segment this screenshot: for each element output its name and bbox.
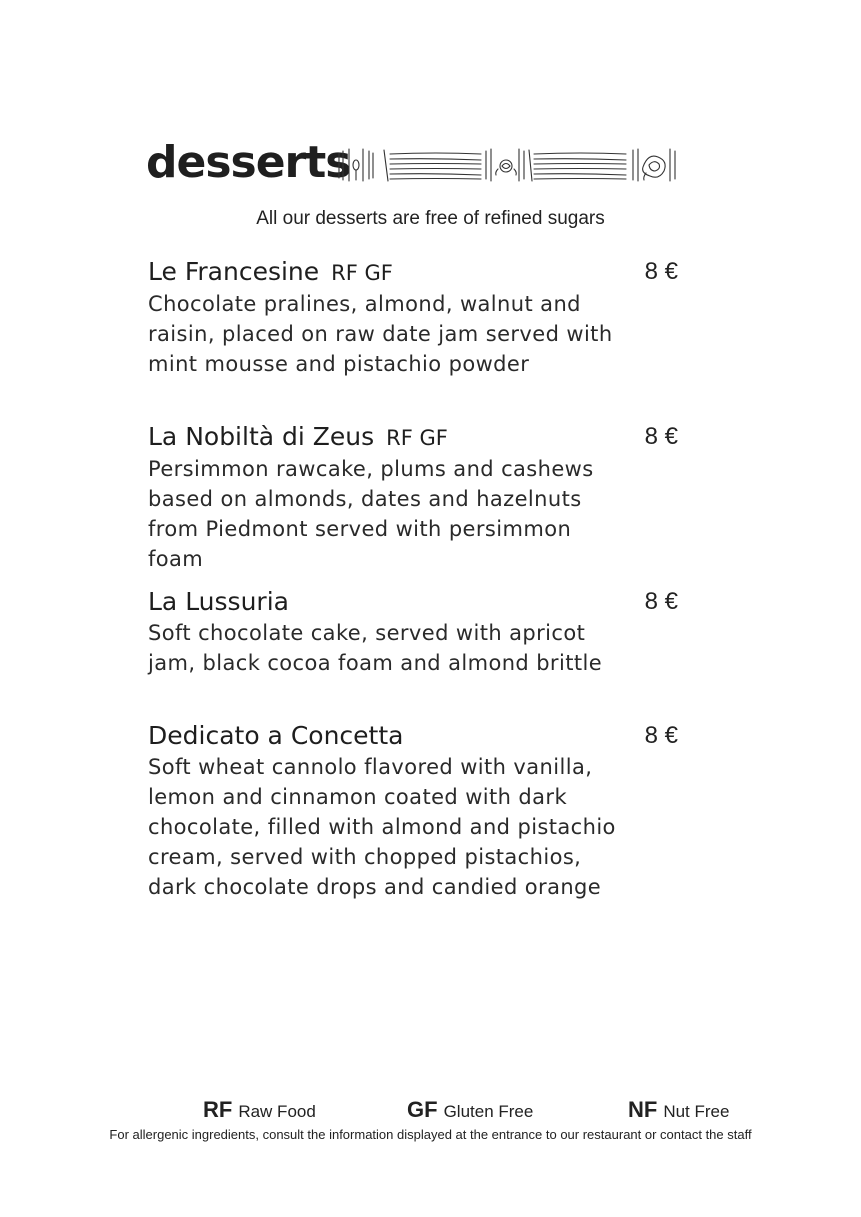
legend-gluten-free bbox=[407, 1097, 533, 1123]
legend-label: Gluten Free bbox=[443, 1102, 534, 1121]
item-title bbox=[148, 256, 678, 289]
allergen-footnote: For allergenic ingredients, consult the information displayed at the entrance to our restaurant or contact the staff bbox=[109, 1127, 752, 1142]
item-tags: RF GF bbox=[386, 426, 448, 450]
legend-nut-free bbox=[628, 1097, 729, 1123]
item-description: Chocolate pralines, almond, walnut and raisin, placed on raw date jam served with mint mousse and pistachio powder bbox=[148, 292, 613, 376]
legend-code: GF bbox=[407, 1097, 438, 1122]
item-title bbox=[148, 720, 678, 752]
item-title bbox=[148, 586, 678, 618]
item-description: Soft chocolate cake, served with apricot jam, black cocoa foam and almond brittle bbox=[148, 621, 603, 675]
page-title: desserts bbox=[146, 137, 351, 188]
subtitle: All our desserts are free of refined sugars bbox=[256, 208, 605, 229]
item-price: 8 € bbox=[644, 722, 678, 749]
item-name: Le Francesine bbox=[148, 257, 320, 286]
item-title bbox=[148, 421, 678, 454]
legend-label: Nut Free bbox=[663, 1102, 730, 1121]
item-price: 8 € bbox=[644, 588, 678, 615]
item-price: 8 € bbox=[644, 258, 678, 285]
menu-item bbox=[148, 256, 678, 379]
item-tags: RF GF bbox=[331, 261, 393, 285]
menu-item bbox=[148, 720, 678, 902]
legend-raw-food bbox=[203, 1097, 316, 1123]
menu-item bbox=[148, 421, 678, 574]
flower-ornament-icon bbox=[336, 145, 678, 185]
item-name: Dedicato a Concetta bbox=[148, 721, 404, 750]
item-price: 8 € bbox=[644, 423, 678, 450]
legend-label: Raw Food bbox=[238, 1102, 316, 1121]
legend-code: RF bbox=[203, 1097, 233, 1122]
legend-code: NF bbox=[628, 1097, 658, 1122]
item-name: La Nobiltà di Zeus bbox=[148, 422, 375, 451]
menu-item bbox=[148, 586, 678, 678]
item-name: La Lussuria bbox=[148, 587, 289, 616]
item-description: Persimmon rawcake, plums and cashews based on almonds, dates and hazelnuts from Piedmont served with persimmon foam bbox=[148, 457, 594, 571]
item-description: Soft wheat cannolo flavored with vanilla, lemon and cinnamon coated with dark chocolate, filled with almond and pistachio cream, served with chopped pistachios, dark chocolate drops and candied orange bbox=[148, 755, 616, 899]
